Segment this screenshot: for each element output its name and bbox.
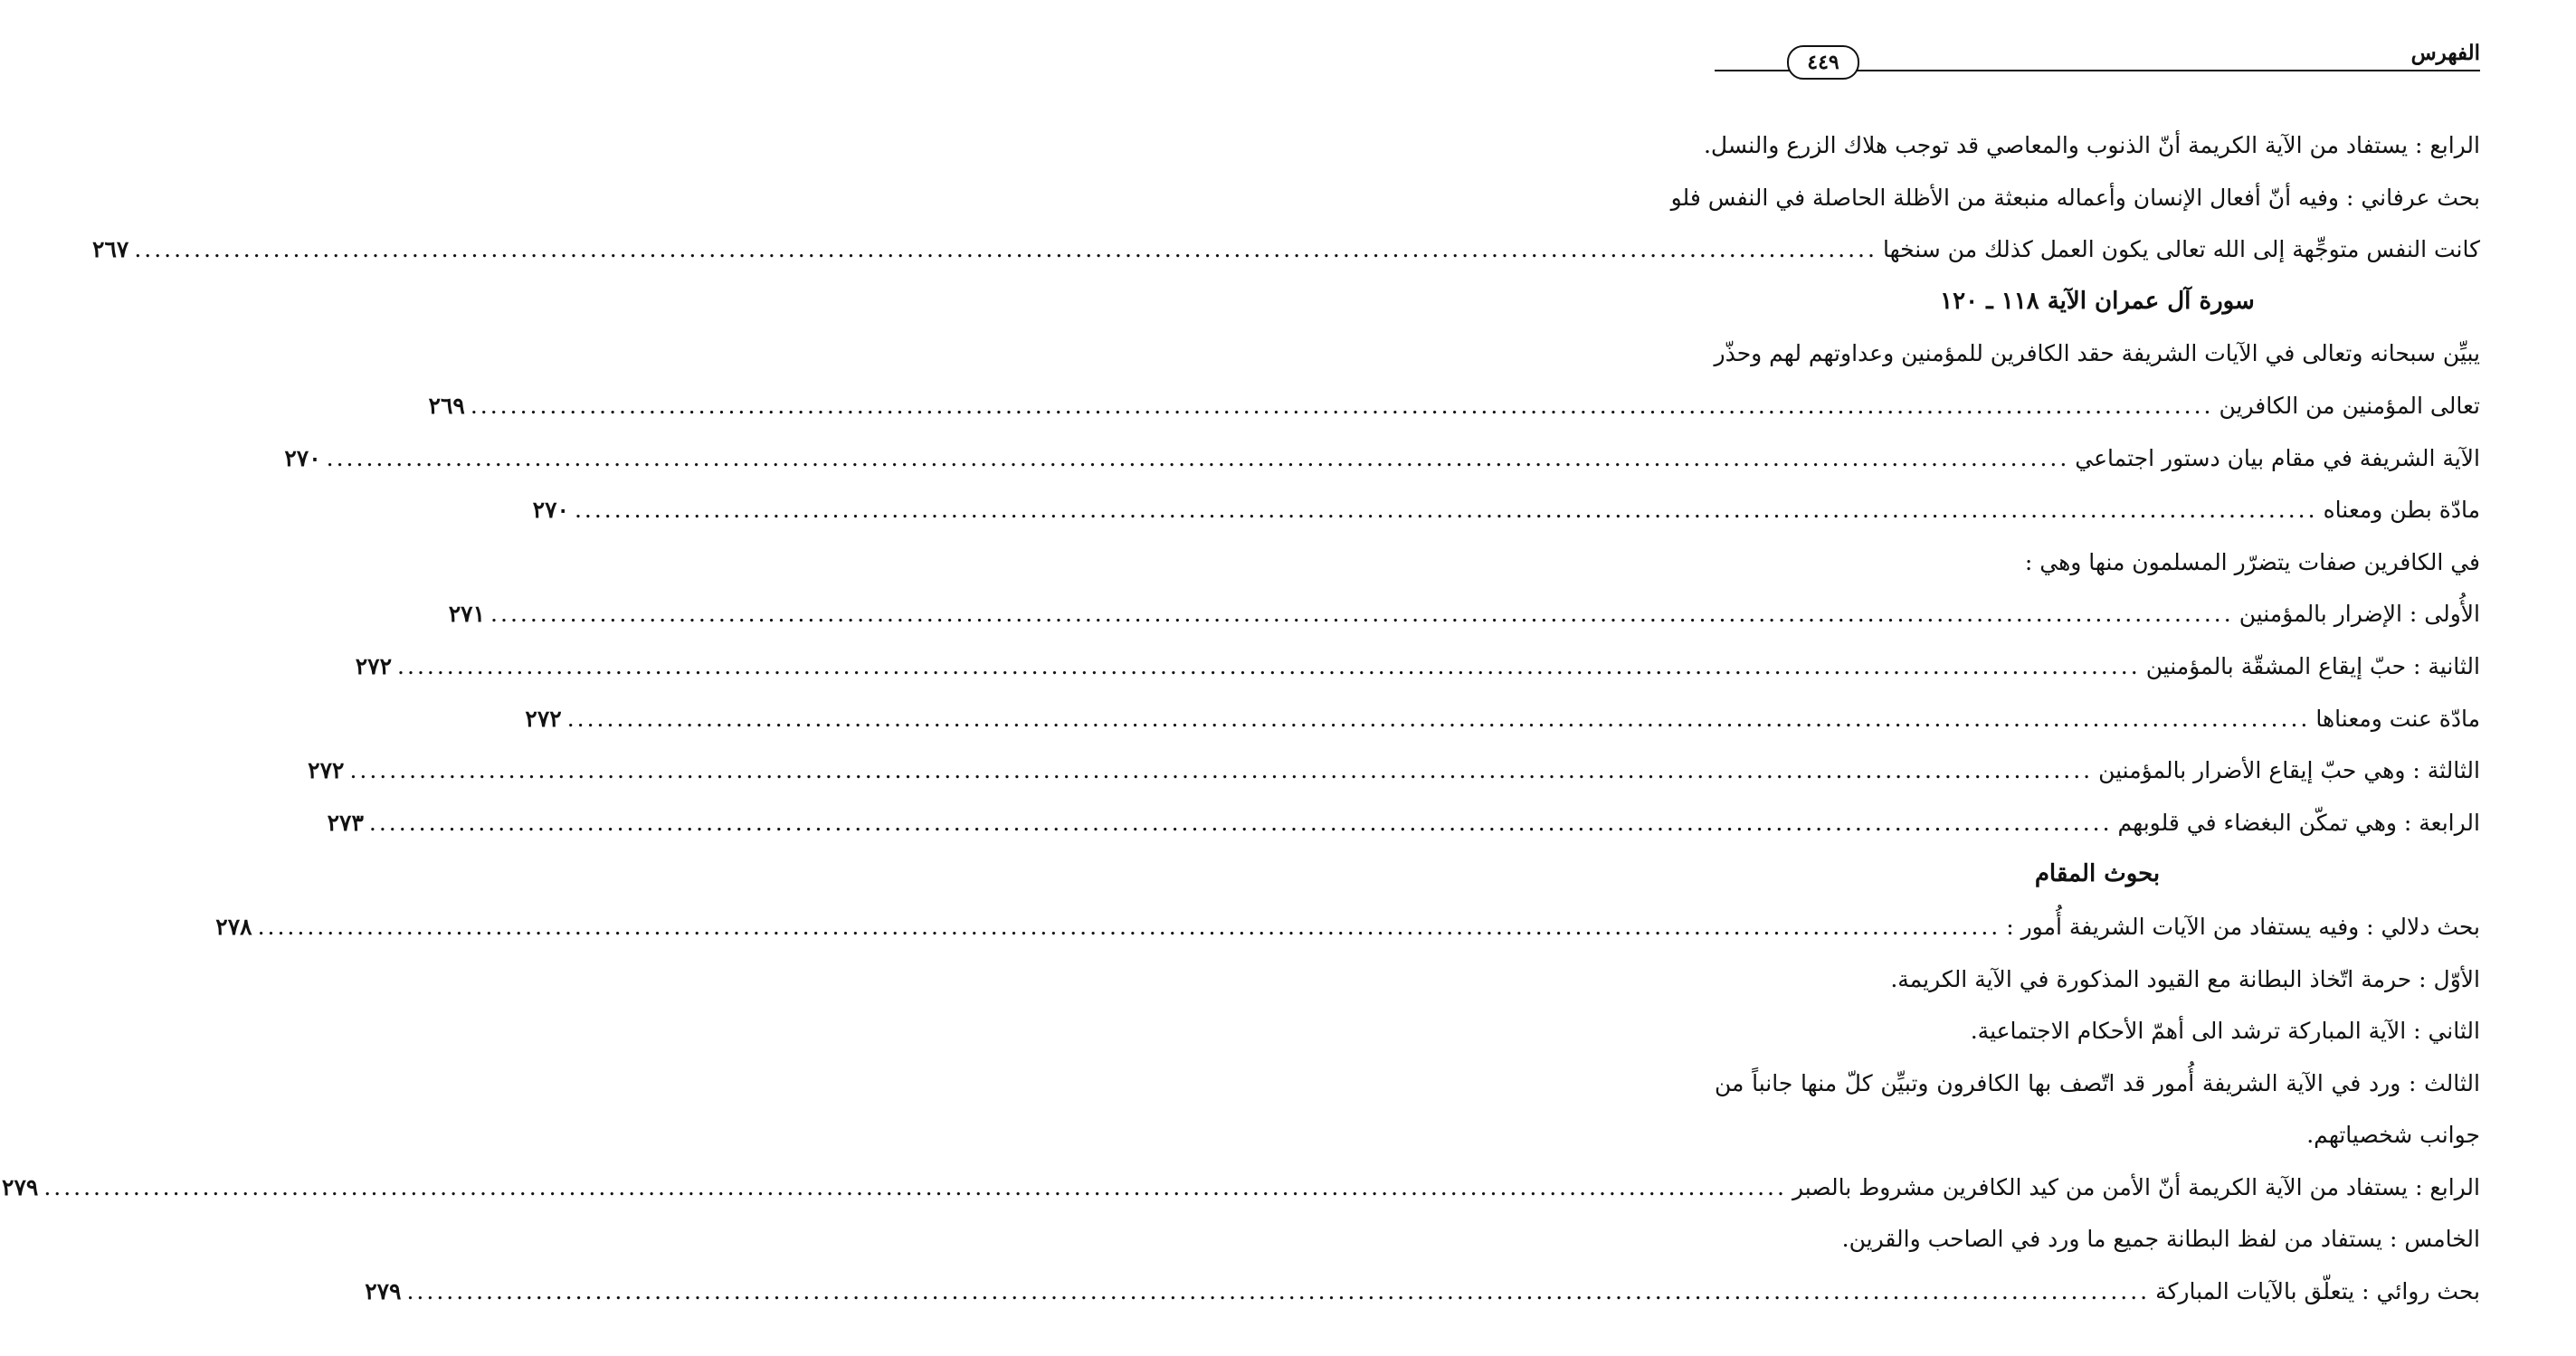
entry-page-number: ٢٦٧ <box>92 236 129 263</box>
index-entry <box>355 640 2480 693</box>
dot-leader: ................................................................................................................................................................................ <box>470 392 2214 419</box>
entry-text: بحث دلالي : وفيه يستفاد من الآيات الشريفة أُمور : <box>2006 913 2480 940</box>
entry-text: الرابع : يستفاد من الآية الكريمة أنّ الذنوب والمعاصي قد توجب هلاك الزرع والنسل. <box>1703 132 2480 158</box>
entry-text: مادّة بطن ومعناه <box>2323 497 2480 524</box>
dot-leader: ................................................................................................................................................................................ <box>397 652 2141 679</box>
index-entry <box>448 588 2480 640</box>
dot-leader: ................................................................................................................................................................................ <box>349 757 2094 784</box>
dot-leader: ................................................................................................................................................................................ <box>134 236 1877 263</box>
header-title: الفهرس <box>2410 41 2480 65</box>
dot-leader: ................................................................................................................................................................................ <box>326 444 2070 471</box>
section-heading: سورة آل عمران الآية ١١٨ ـ ١٢٠ <box>1940 287 2255 315</box>
index-entry <box>92 223 2480 276</box>
entry-text: الأُولى : الإضرار بالمؤمنين <box>2239 601 2480 628</box>
entry-text: الثانية : حبّ إيقاع المشقّة بالمؤمنين <box>2145 652 2480 679</box>
entry-text: مادّة عنت ومعناها <box>2315 705 2480 732</box>
entry-text: الثالثة : وهي حبّ إيقاع الأضرار بالمؤمنين <box>2098 757 2480 784</box>
entry-page-number: ٢٧٠ <box>284 444 321 471</box>
entry-text: تعالى المؤمنين من الكافرين <box>2219 392 2480 419</box>
entry-text: يبيِّن سبحانه وتعالى في الآيات الشريفة حقد الكافرين للمؤمنين وعداوتهم لهم وحذّر <box>1714 340 2480 367</box>
entry-page-number: ٢٧٠ <box>532 497 569 524</box>
entry-text: بحث عرفاني : وفيه أنّ أفعال الإنسان وأعماله منبعثة من الأظلة الحاصلة في النفس فلو <box>1670 184 2480 211</box>
entry-text: الآية الشريفة في مقام بيان دستور اجتماعي <box>2075 444 2480 471</box>
dot-leader: ................................................................................................................................................................................ <box>368 809 2113 836</box>
entry-text: في الكافرين صفات يتضرّر المسلمون منها وهي : <box>2024 548 2480 575</box>
index-line <box>1670 172 2480 224</box>
entry-text: الثالث : ورد في الآية الشريفة أُمور قد اتّصف بها الكافرون وتبيِّن كلّ منها جانباً من <box>1715 1069 2480 1096</box>
entry-page-number: ٢٧١ <box>448 601 486 628</box>
index-line <box>1715 327 2480 380</box>
entry-page-number: ٢٧٣ <box>327 809 364 836</box>
index-line <box>1715 536 2480 589</box>
entry-text: الخامس : يستفاد من لفظ البطانة جميع ما ورد في الصاحب والقرين. <box>1841 1226 2480 1253</box>
entry-text: الرابع : يستفاد من الآية الكريمة أنّ الأمن من كيد الكافرين مشروط بالصبر <box>1792 1173 2480 1200</box>
index-entry <box>327 797 2480 849</box>
dot-leader: ................................................................................................................................................................................ <box>566 705 2311 732</box>
index-content <box>2 119 2480 1318</box>
entry-page-number: ٢٦٩ <box>428 392 465 419</box>
index-entry <box>532 484 2480 536</box>
dot-leader: ................................................................................................................................................................................ <box>257 913 2001 940</box>
entry-text: كانت النفس متوجِّهة إلى الله تعالى يكون العمل كذلك من سنخها <box>1882 236 2480 263</box>
index-entry <box>525 693 2480 745</box>
dot-leader: ................................................................................................................................................................................ <box>406 1278 2151 1305</box>
entry-page-number: ٢٧٩ <box>365 1278 402 1305</box>
dot-leader: ................................................................................................................................................................................ <box>43 1173 1787 1200</box>
index-line <box>1715 1213 2480 1266</box>
index-entry <box>308 744 2480 797</box>
index-entry <box>365 1266 2480 1318</box>
entry-page-number: ٢٧٢ <box>308 757 345 784</box>
index-entry <box>428 380 2480 432</box>
entry-page-number: ٢٧٢ <box>355 652 393 679</box>
entry-text: الأوّل : حرمة اتّخاذ البطانة مع القيود المذكورة في الآية الكريمة. <box>1890 965 2480 992</box>
dot-leader: ................................................................................................................................................................................ <box>574 497 2318 524</box>
entry-text: بحث روائي : يتعلّق بالآيات المباركة <box>2155 1278 2480 1305</box>
entry-page-number: ٢٧٢ <box>525 705 562 732</box>
index-entry <box>2 1162 2480 1214</box>
entry-page-number: ٢٧٩ <box>2 1173 39 1200</box>
index-line <box>1715 953 2480 1006</box>
entry-text: جوانب شخصياتهم. <box>2306 1122 2480 1149</box>
index-line <box>1715 1005 2480 1057</box>
index-entry <box>215 901 2480 953</box>
entry-page-number: ٢٧٨ <box>215 913 252 940</box>
page-number-badge: ٤٤٩ <box>1787 45 1859 80</box>
dot-leader: ................................................................................................................................................................................ <box>490 601 2234 628</box>
section-heading: بحوث المقام <box>2034 860 2161 888</box>
index-line <box>1715 1057 2480 1110</box>
entry-text: الثاني : الآية المباركة ترشد الى أهمّ الأحكام الاجتماعية. <box>1970 1018 2480 1045</box>
entry-text: الرابعة : وهي تمكّن البغضاء في قلوبهم <box>2117 809 2480 836</box>
index-line <box>1703 119 2480 172</box>
index-entry <box>284 432 2480 485</box>
page-header <box>1715 38 2480 81</box>
index-line <box>1715 1109 2480 1162</box>
